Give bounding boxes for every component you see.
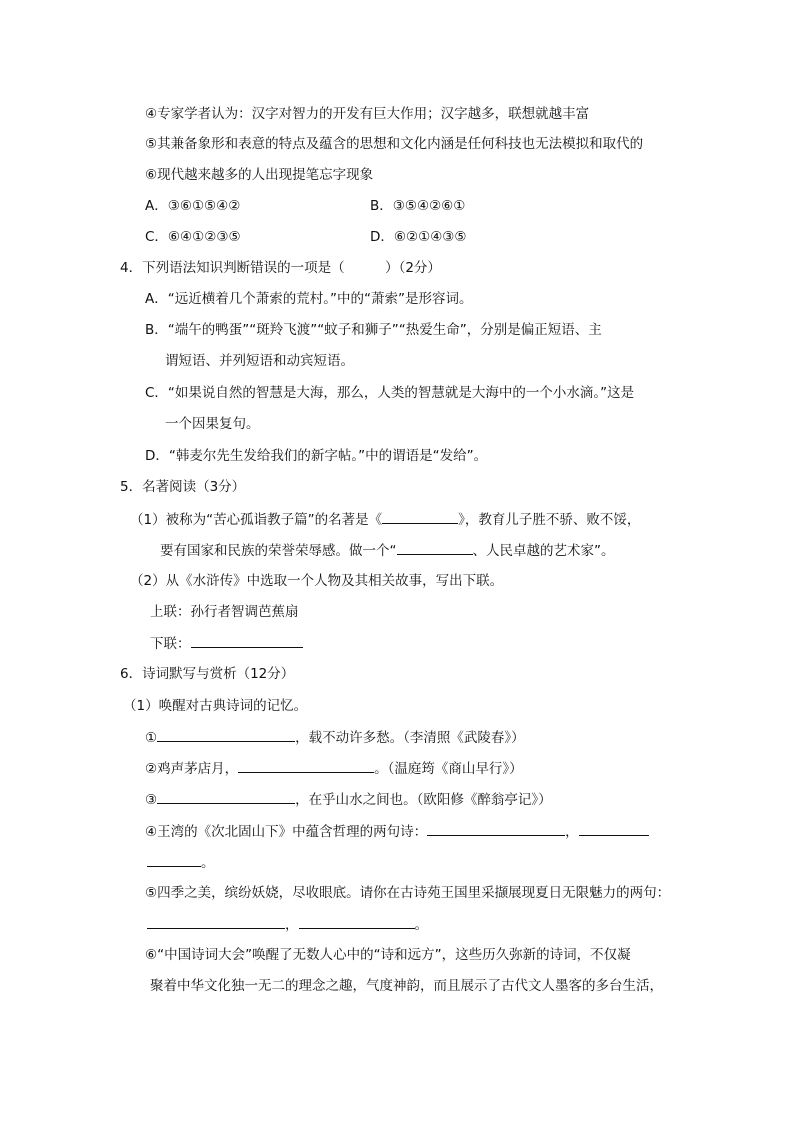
q6-line5-sep: ，: [285, 917, 299, 933]
q4-option-d: D．“韩麦尔先生发给我们的新字帖。”中的谓语是“发给”。: [145, 448, 488, 464]
q5-sub1-text-b: 》，教育儿子胜不骄、败不馁，: [458, 512, 641, 528]
answer-blank[interactable]: [579, 821, 649, 836]
answer-blank[interactable]: [147, 914, 285, 929]
q3-item-6: ⑥现代越来越多的人出现提笔忘字现象: [145, 167, 374, 183]
q6-line-5-cont: [147, 914, 428, 935]
q3-item-4: ④专家学者认为：汉字对智力的开发有巨大作用；汉字越多，联想就越丰富: [145, 106, 590, 122]
q4-stem: 4．下列语法知识判断错误的一项是（ ）（2分）: [120, 260, 441, 276]
q5-lower-couplet: [150, 633, 303, 654]
q5-sub2: （2）从《水浒传》中选取一个人物及其相关故事，写出下联。: [130, 573, 504, 589]
q5-sub1-text-c: 要有国家和民族的荣誉荣辱感。做一个“: [160, 543, 397, 559]
q6-line-2: [145, 758, 523, 779]
q6-line-6b: 聚着中华文化独一无二的理念之趣，气度神韵，而且展示了古代文人墨客的多台生活，: [150, 978, 663, 994]
q6-line1-num: ①: [145, 730, 158, 746]
answer-blank[interactable]: [299, 914, 415, 929]
answer-blank[interactable]: [191, 633, 303, 648]
q6-line2-text-a: ②鸡声茅店月，: [145, 761, 239, 777]
q6-line3-text: ，在乎山水之间也。（欧阳修《醉翁亭记》）: [295, 792, 552, 808]
q4-option-b-line1: B．“端午的鸭蛋”“斑羚飞渡”“蚊子和狮子”“热爱生命”，分别是偏正短语、主: [145, 322, 602, 338]
q6-line3-num: ③: [145, 792, 158, 808]
q4-option-c-line1: C．“如果说自然的智慧是大海，那么，人类的智慧就是大海中的一个小水滴。”这是: [145, 385, 635, 401]
answer-blank[interactable]: [147, 852, 201, 867]
q3-item-5: ⑤其兼备象形和表意的特点及蕴含的思想和文化内涵是任何科技也无法模拟和取代的: [145, 136, 644, 152]
q6-line4-text: ④王湾的《次北固山下》中蕴含哲理的两句诗：: [145, 824, 428, 840]
q4-option-b-line2: 谓短语、并列短语和动宾短语。: [165, 353, 354, 369]
q5-stem: 5．名著阅读（3分）: [120, 479, 246, 495]
q3-option-b: B．③⑤④②⑥①: [370, 198, 466, 214]
q5-sub1-text-d: 、人民卓越的艺术家”。: [472, 543, 615, 559]
answer-blank[interactable]: [157, 789, 295, 804]
q5-sub1-text-a: （1）被称为“苦心孤诣教子篇”的名著是《: [130, 512, 383, 528]
q6-line4-end: 。: [201, 855, 215, 871]
q5-lower-label: 下联：: [150, 636, 191, 652]
q6-line4-sep: ，: [565, 824, 579, 840]
q6-line5-end: 。: [414, 917, 428, 933]
q6-stem: 6．诗词默写与赏析（12分）: [120, 666, 295, 682]
q5-sub1-line1: [130, 509, 640, 530]
q5-upper-couplet: 上联：孙行者智调芭蕉扇: [150, 604, 299, 620]
answer-blank[interactable]: [397, 540, 473, 555]
q4-option-a: A．“远近横着几个萧索的荒村。”中的“萧索”是形容词。: [145, 291, 473, 307]
answer-blank[interactable]: [382, 509, 458, 524]
q3-option-d: D．⑥②①④③⑤: [370, 229, 467, 245]
q6-sub1: （1）唤醒对古典诗词的记忆。: [123, 698, 308, 714]
q6-line2-text-b: 。（温庭筠《商山早行》）: [374, 761, 523, 777]
q6-line-6a: ⑥“中国诗词大会”唤醒了无数人心中的“诗和远方”，这些历久弥新的诗词，不仅凝: [145, 947, 631, 963]
q6-line-4-cont: [147, 852, 215, 873]
q6-line-3: [145, 789, 552, 810]
q6-line-4: [145, 821, 649, 842]
answer-blank[interactable]: [238, 758, 374, 773]
q6-line1-text: ，载不动许多愁。（李清照《武陵春》）: [295, 730, 525, 746]
q6-line-1: [145, 727, 525, 748]
q4-option-c-line2: 一个因果复句。: [165, 416, 260, 432]
q3-option-a: A．③⑥①⑤④②: [145, 198, 241, 214]
answer-blank[interactable]: [157, 727, 295, 742]
q5-sub1-line2: [160, 540, 615, 561]
answer-blank[interactable]: [427, 821, 565, 836]
q6-line-5: ⑤四季之美，缤纷妖娆，尽收眼底。请你在古诗苑王国里采撷展现夏日无限魅力的两句：: [145, 885, 671, 901]
q3-option-c: C．⑥④①②③⑤: [145, 229, 241, 245]
